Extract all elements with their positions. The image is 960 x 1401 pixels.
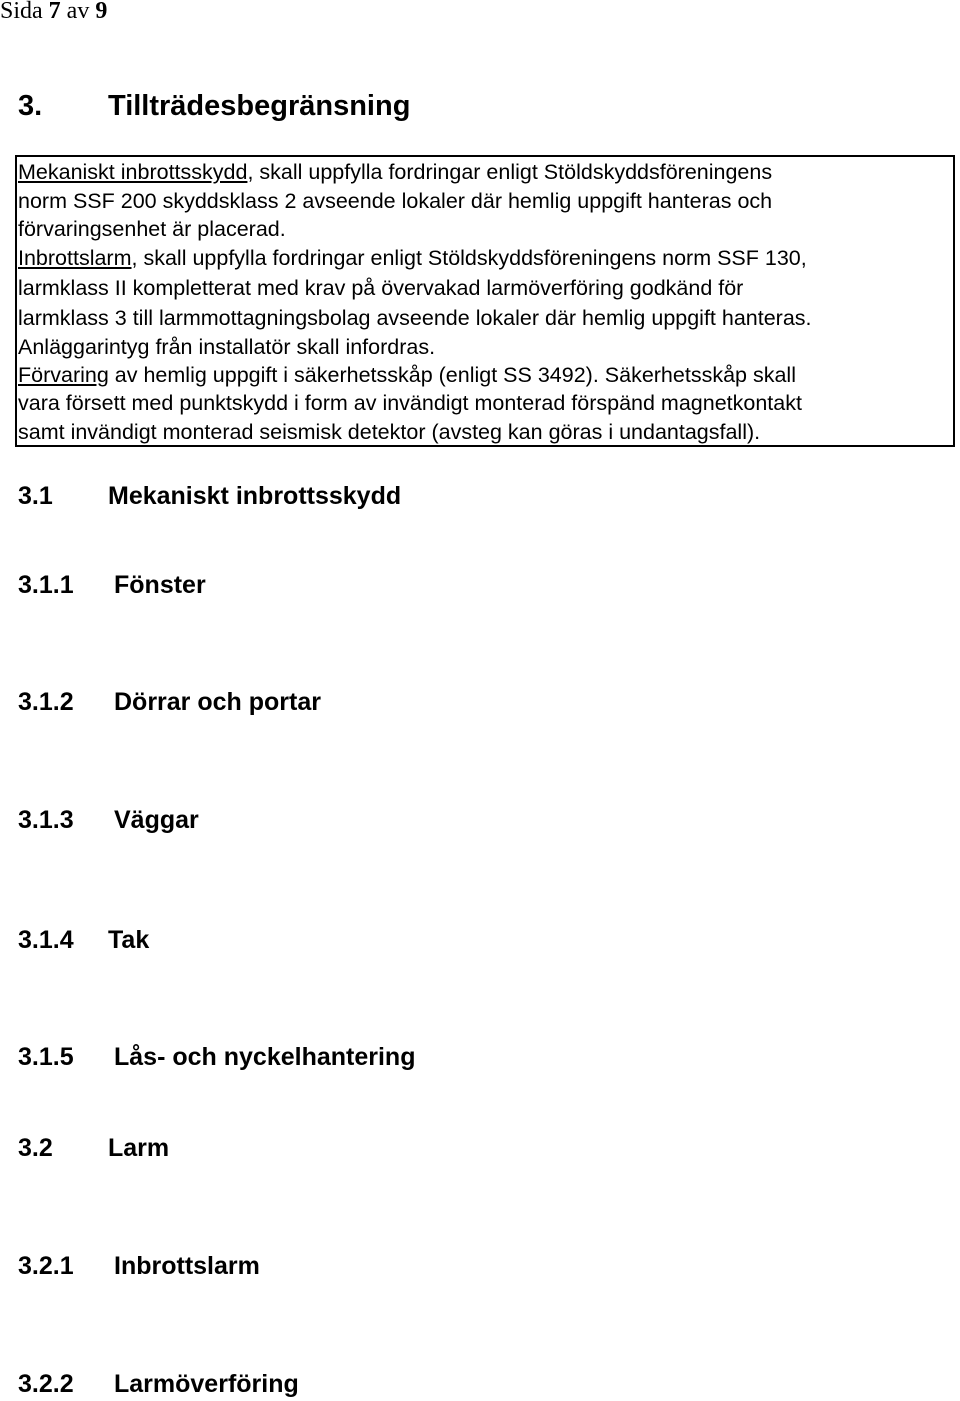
section-3-1-3	[18, 808, 199, 833]
section-number: 3.1.4	[18, 926, 74, 954]
section-title: Inbrottslarm	[114, 1252, 260, 1280]
section-3-2	[18, 1136, 169, 1161]
current-page: 7	[48, 0, 61, 24]
box-line-10: samt invändigt monterad seismisk detektor (avsteg kan göras i undantagsfall).	[18, 420, 761, 444]
section-3-2-1	[18, 1254, 260, 1279]
mekaniskt-inbrottsskydd-term: Mekaniskt inbrottsskydd	[18, 160, 248, 184]
section-3-1	[18, 484, 401, 509]
section-number: 3.1	[18, 482, 53, 510]
section-number: 3.2.1	[18, 1252, 74, 1280]
section-title: Fönster	[114, 571, 206, 599]
box-line-6: larmklass 3 till larmmottagningsbolag avseende lokaler där hemlig uppgift hanteras.	[18, 306, 812, 330]
box-line-8-text: av hemlig uppgift i säkerhetsskåp (enligt SS 3492). Säkerhetsskåp skall	[108, 363, 796, 387]
page-number-header	[0, 0, 107, 25]
forvaring-term: Förvaring	[18, 363, 109, 387]
section-number: 3.1.1	[18, 571, 74, 599]
section-number: 3.1.5	[18, 1043, 74, 1071]
box-line-3: förvaringsenhet är placerad.	[18, 217, 286, 241]
box-line-1	[18, 162, 772, 184]
box-line-2: norm SSF 200 skyddsklass 2 avseende lokaler där hemlig uppgift hanteras och	[18, 189, 773, 213]
section-3-1-2	[18, 690, 321, 715]
box-line-1-text: , skall uppfylla fordringar enligt Stöldskyddsföreningens	[247, 160, 773, 184]
main-heading-title: Tillträdesbegränsning	[108, 90, 411, 122]
section-3-2-2	[18, 1372, 299, 1397]
main-heading	[18, 90, 410, 123]
page-prefix: Sida	[0, 0, 43, 24]
section-title: Tak	[108, 926, 150, 954]
section-3-1-4	[18, 928, 149, 953]
box-line-7: Anläggarintyg från installatör skall infordras.	[18, 335, 436, 359]
section-3-1-5	[18, 1045, 415, 1070]
section-title: Lås- och nyckelhantering	[114, 1043, 416, 1071]
box-line-9: vara försett med punktskydd i form av invändigt monterad förspänd magnetkontakt	[18, 391, 802, 415]
box-line-4-text: , skall uppfylla fordringar enligt Stöldskyddsföreningens norm SSF 130,	[131, 246, 807, 270]
section-title: Larmöverföring	[114, 1370, 299, 1398]
page-separator: av	[66, 0, 90, 24]
section-number: 3.1.2	[18, 688, 74, 716]
total-pages: 9	[95, 0, 108, 24]
section-title: Larm	[108, 1134, 170, 1162]
main-heading-number: 3.	[18, 90, 43, 122]
section-number: 3.2.2	[18, 1370, 74, 1398]
section-title: Mekaniskt inbrottsskydd	[108, 482, 402, 510]
inbrottslarm-term: Inbrottslarm	[18, 246, 132, 270]
box-line-5: larmklass II kompletterat med krav på övervakad larmöverföring godkänd för	[18, 276, 744, 300]
section-title: Väggar	[114, 806, 199, 834]
section-number: 3.1.3	[18, 806, 74, 834]
section-3-1-1	[18, 573, 206, 598]
section-number: 3.2	[18, 1134, 53, 1162]
box-line-4	[18, 248, 807, 270]
box-line-8	[18, 365, 796, 387]
section-title: Dörrar och portar	[114, 688, 321, 716]
